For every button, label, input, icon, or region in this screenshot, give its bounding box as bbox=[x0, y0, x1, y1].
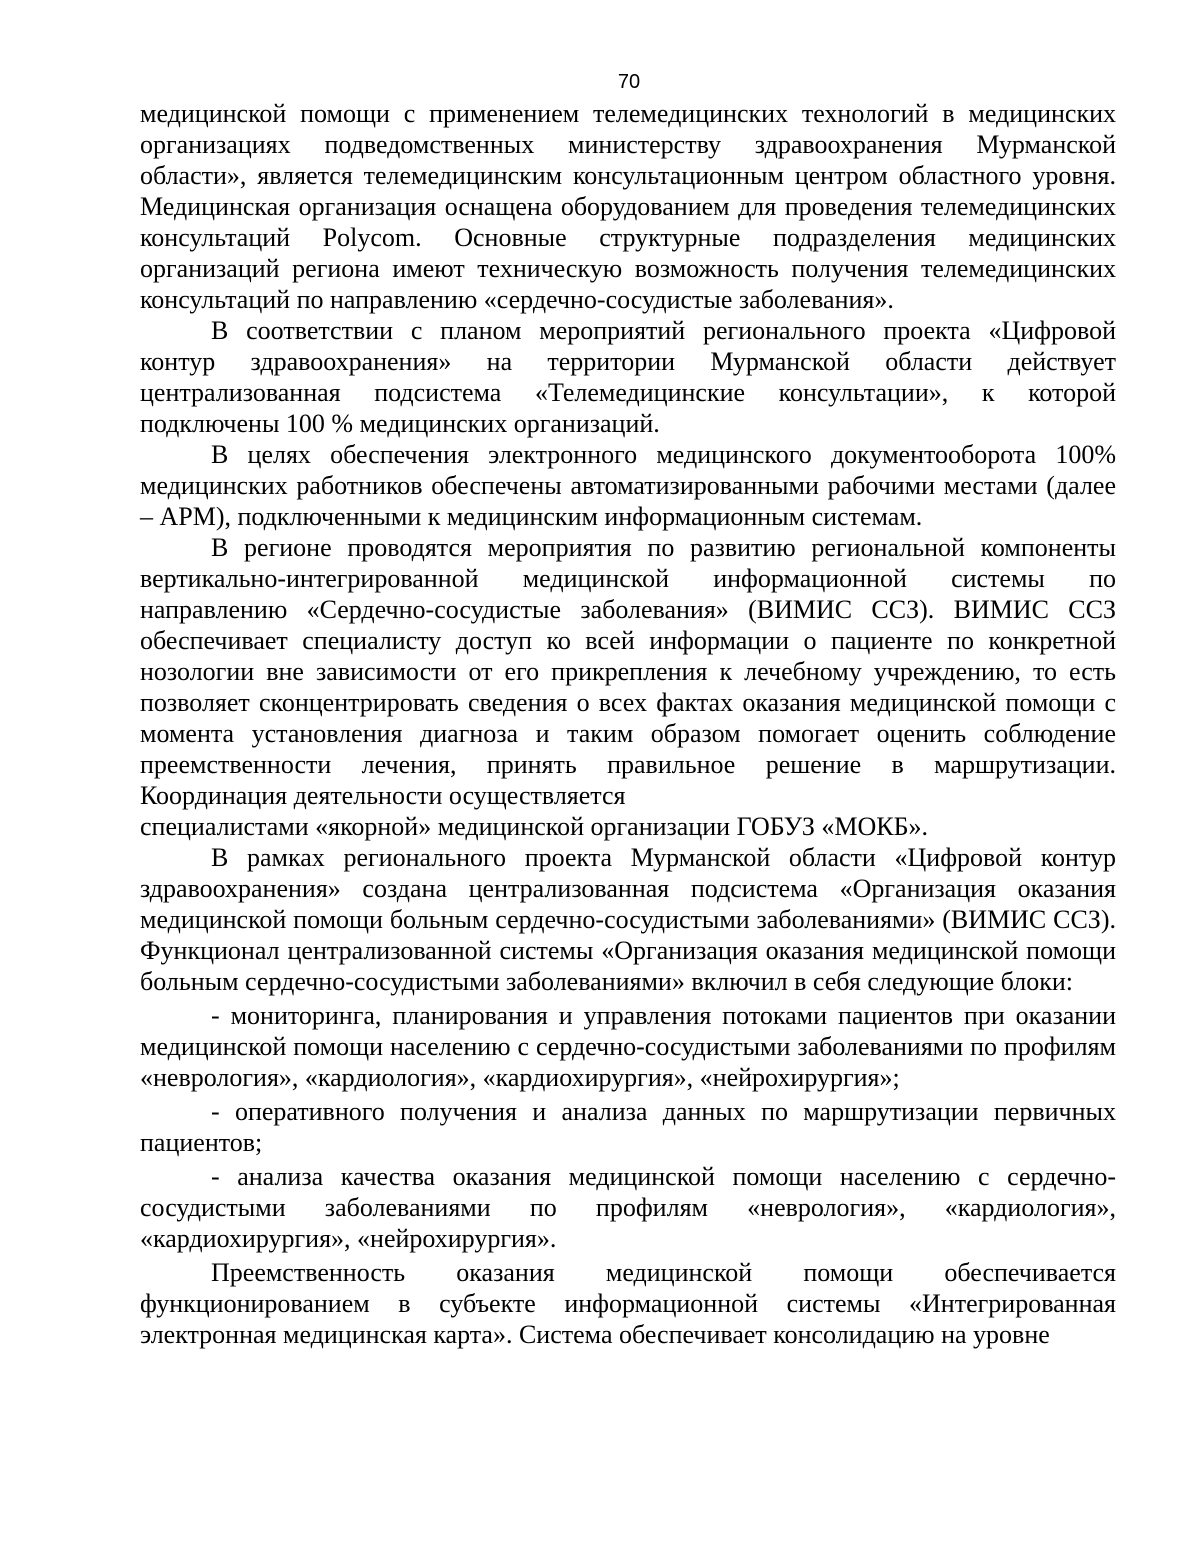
document-body bbox=[140, 98, 1116, 1350]
list-item-monitoring: - мониторинга, планирования и управления потоками пациентов при оказании медицинской помощи населению с сердечно-сосудистыми заболеваниями по профилям «неврология», «кардиология», «кардиохирургия», «нейрохирургия»; bbox=[140, 1001, 1116, 1092]
list-item-routing-data: - оперативного получения и анализа данных по маршрутизации первичных пациентов; bbox=[140, 1097, 1116, 1157]
page-number: 70 bbox=[617, 71, 641, 93]
paragraph-anchor-organization: специалистами «якорной» медицинской организации ГОБУЗ «МОКБ». bbox=[140, 812, 929, 841]
paragraph-telemedicine-subsystem: В соответствии с планом мероприятий регионального проекта «Цифровой контур здравоохранения» на территории Мурманской области действует централизованная подсистема «Телемедицинские консультации», к которой подключены 100 % медицинских организаций. bbox=[140, 316, 1116, 438]
paragraph-regional-project: В рамках регионального проекта Мурманской области «Цифровой контур здравоохранения» создана централизованная подсистема «Организация оказания медицинской помощи больным сердечно-сосудистыми заболеваниями» (ВИМИС ССЗ). Функционал централизованной системы «Организация оказания медицинской помощи больным сердечно-сосудистыми заболеваниями» включил в себя следующие блоки: bbox=[140, 843, 1116, 996]
paragraph-continuity-of-care: Преемственность оказания медицинской помощи обеспечивается функционированием в субъекте информационной системы «Интегрированная электронная медицинская карта». Система обеспечивает консолидацию на уровне bbox=[140, 1258, 1116, 1349]
paragraph-vimis-ssz: В регионе проводятся мероприятия по развитию региональной компоненты вертикально-интегрированной медицинской информационной системы по направлению «Сердечно-сосудистые заболевания» (ВИМИС ССЗ). ВИМИС ССЗ обеспечивает специалисту доступ ко всей информации о пациенте по конкретной нозологии вне зависимости от его прикрепления к лечебному учреждению, то есть позволяет сконцентрировать сведения о всех фактах оказания медицинской помощи с момента установления диагноза и таким образом помогает оценить соблюдение преемственности лечения, принять правильное решение в маршрутизации. Координация деятельности осуществляется bbox=[140, 533, 1116, 810]
paragraph-telemedicine-center: медицинской помощи с применением телемедицинских технологий в медицинских организациях подведомственных министерству здравоохранения Мурманской области», является телемедицинским консультационным центром областного уровня. Медицинская организация оснащена оборудованием для проведения телемедицинских консультаций Polycom. Основные структурные подразделения медицинских организаций региона имеют техническую возможность получения телемедицинских консультаций по направлению «сердечно-сосудистые заболевания». bbox=[140, 99, 1116, 314]
list-item-quality-analysis: - анализа качества оказания медицинской помощи населению с сердечно-сосудистыми заболеваниями по профилям «неврология», «кардиология», «кардиохирургия», «нейрохирургия». bbox=[140, 1162, 1116, 1253]
paragraph-workstations: В целях обеспечения электронного медицинского документооборота 100% медицинских работников обеспечены автоматизированными рабочими местами (далее – АРМ), подключенными к медицинским информационным системам. bbox=[140, 440, 1116, 531]
